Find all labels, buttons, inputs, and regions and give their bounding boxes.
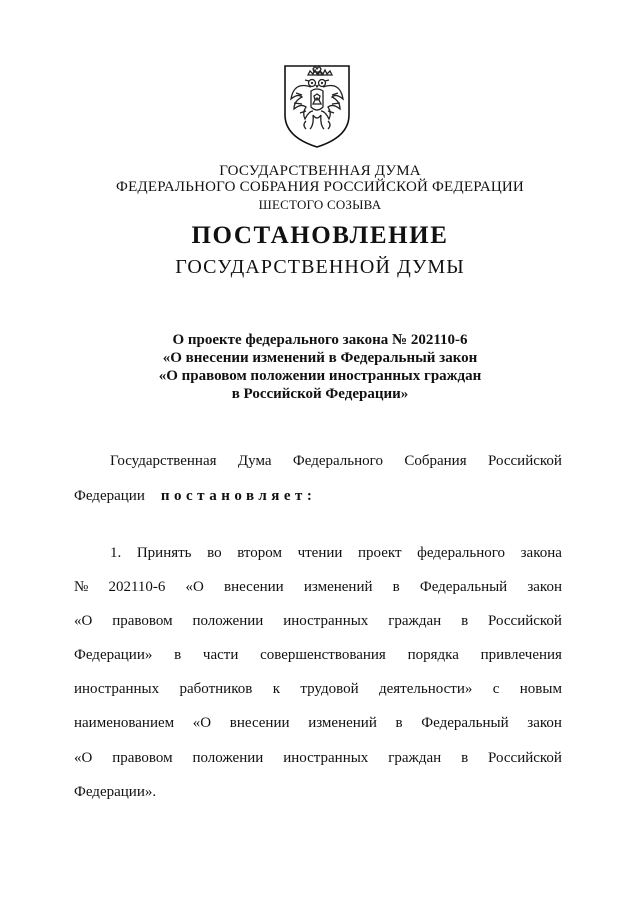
clause-word: работников <box>179 681 253 697</box>
document-type-title: ПОСТАНОВЛЕНИЕ <box>191 222 449 249</box>
clause-word: Российской <box>488 613 562 629</box>
subject-line-2: «О внесении изменений в Федеральный закон <box>162 350 478 366</box>
clause-word: Федерации» <box>74 647 153 663</box>
clause-word: иностранных <box>283 613 369 629</box>
subject-line-3: «О правовом положении иностранных граждан <box>158 368 482 384</box>
clause-word: с <box>492 681 500 697</box>
clause-line <box>110 545 562 562</box>
clause-word: в <box>461 750 469 766</box>
clause-word: части <box>202 647 239 663</box>
preamble-word: Собрания <box>404 453 467 469</box>
clause-line <box>74 579 562 596</box>
clause-word: совершенствования <box>260 647 386 663</box>
clause-line <box>74 784 562 801</box>
clause-word: 202110-6 <box>108 579 166 595</box>
clause-word: новым <box>519 681 562 697</box>
clause-word: федерального <box>417 545 506 561</box>
subject-line-1: О проекте федерального закона № 202110-6 <box>172 332 468 348</box>
clause-word: трудовой <box>300 681 359 697</box>
clause-word: иностранных <box>74 681 160 697</box>
convocation-line: ШЕСТОГО СОЗЫВА <box>258 197 382 212</box>
clause-word: деятельности» <box>378 681 473 697</box>
clause-word: в <box>461 613 469 629</box>
coat-of-arms-icon <box>282 63 352 149</box>
clause-word: закон <box>527 715 562 731</box>
clause-word: граждан <box>388 750 442 766</box>
subject-line-4: в Российской Федерации» <box>231 386 409 402</box>
clause-line <box>74 647 562 664</box>
clause-word: наименованием <box>74 715 175 731</box>
clause-word: во <box>207 545 222 561</box>
decree-word: постановляет: <box>160 488 317 504</box>
clause-word: в <box>392 579 400 595</box>
document-issuer-title: ГОСУДАРСТВЕННОЙ ДУМЫ <box>175 256 465 278</box>
clause-word: «О <box>74 613 93 629</box>
clause-word: привлечения <box>480 647 562 663</box>
clause-word: закона <box>520 545 562 561</box>
clause-word: «О <box>192 715 212 731</box>
clause-word: в <box>174 647 182 663</box>
issuer-line-1: ГОСУДАРСТВЕННАЯ ДУМА <box>219 163 421 179</box>
clause-word: Российской <box>488 750 562 766</box>
clause-word: изменений <box>303 579 373 595</box>
clause-line <box>74 715 562 732</box>
clause-word: в <box>395 715 403 731</box>
clause-word: 1. <box>110 545 122 561</box>
clause-word: правовом <box>112 613 173 629</box>
preamble-line-1 <box>110 453 562 470</box>
preamble-word: Федерального <box>292 453 383 469</box>
clause-word: иностранных <box>283 750 369 766</box>
clause-word: Федеральный <box>421 715 509 731</box>
clause-word: Принять <box>136 545 192 561</box>
clause-word: чтении <box>297 545 343 561</box>
preamble-word: Дума <box>237 453 272 469</box>
clause-word: № <box>74 579 89 595</box>
clause-word: к <box>272 681 280 697</box>
clause-word: граждан <box>388 613 442 629</box>
clause-word: «О <box>185 579 204 595</box>
clause-word: «О <box>74 750 93 766</box>
clause-line <box>74 681 562 698</box>
clause-word: закон <box>527 579 562 595</box>
clause-word: положении <box>192 750 264 766</box>
clause-word: порядка <box>407 647 459 663</box>
clause-word: внесении <box>229 715 290 731</box>
clause-word: внесении <box>223 579 284 595</box>
clause-word: проект <box>358 545 402 561</box>
clause-line <box>74 613 562 630</box>
clause-word: изменений <box>308 715 377 731</box>
preamble-line-2 <box>74 488 562 505</box>
issuer-line-2: ФЕДЕРАЛЬНОГО СОБРАНИЯ РОССИЙСКОЙ ФЕДЕРАЦИИ <box>116 179 524 195</box>
clause-word: положении <box>192 613 264 629</box>
clause-word: правовом <box>112 750 173 766</box>
preamble-word: Государственная <box>110 453 217 469</box>
clause-word: Федерации». <box>74 784 157 800</box>
clause-line <box>74 750 562 767</box>
clause-word: Федеральный <box>419 579 508 595</box>
preamble-word: Российской <box>488 453 562 469</box>
clause-word: втором <box>237 545 282 561</box>
preamble-word: Федерации <box>74 488 145 504</box>
